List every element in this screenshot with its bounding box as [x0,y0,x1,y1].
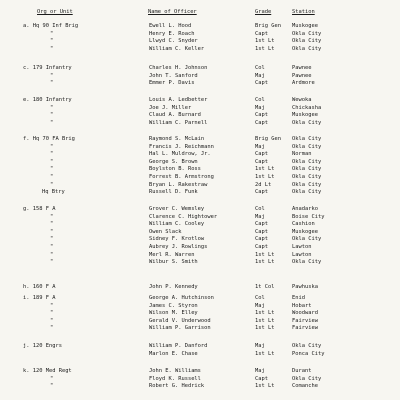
officer-name: Joe J. Miller [149,104,192,111]
station-cell: Okla City [292,181,322,188]
unit-cell: " [50,119,54,126]
officer-name: William C. Keller [149,45,205,52]
unit-group [0,98,400,128]
officer-name: Robert G. Hedrick [149,383,205,390]
unit-cell: e. 180 Infantry [23,97,72,103]
unit-cell: j. 120 Engrs [23,343,62,349]
officer-name: Louis A. Ledbetter [149,97,208,103]
grade-cell: Capt [255,375,268,382]
station-cell: Chickasha [292,104,322,111]
station-cell: Woodward [292,310,318,317]
unit-cell: " [50,213,54,220]
officer-name: Bryan L. Rakestraw [149,181,208,188]
station-cell: Enid [292,295,305,301]
station-cell: Okla City [292,38,322,45]
unit-group [0,344,400,359]
officer-name: Gerald V. Underwood [149,317,211,324]
unit-cell: " [50,45,54,52]
unit-cell: " [50,221,54,228]
roster-row [0,384,400,392]
unit-group [0,207,400,268]
station-cell: Okla City [292,375,322,382]
grade-cell: Capt [255,151,268,158]
unit-cell: Hq Btry [42,189,65,196]
roster-row [0,24,400,32]
roster-row [0,352,400,360]
roster-row [0,222,400,230]
officer-name: Raymond S. McLain [149,136,205,142]
unit-group [0,285,400,293]
grade-cell: Maj [255,72,265,79]
station-cell: Fairview [292,325,318,332]
grade-cell: Col [255,295,265,301]
station-cell: Okla City [292,136,322,142]
unit-cell: " [50,383,54,390]
station-cell: Okla City [292,236,322,243]
unit-cell: " [50,243,54,250]
unit-group [0,137,400,198]
officer-name: Boylston B. Ross [149,166,201,173]
officer-name: Wilbur S. Smith [149,259,198,266]
roster-row [0,121,400,129]
grade-cell: 1st Lt [255,45,275,52]
grade-cell: Capt [255,112,268,119]
officer-name: George A. Hutchinson [149,295,214,301]
station-cell: Okla City [292,259,322,266]
unit-cell: i. 189 F A [23,295,56,301]
grade-cell: Maj [255,368,265,374]
officer-name: Aubrey J. Rowlings [149,243,208,250]
unit-cell: a. Hq 90 Inf Brig [23,23,79,29]
grade-cell: 1st Lt [255,325,275,332]
roster-row [0,296,400,304]
roster-row [0,326,400,334]
grade-cell: Capt [255,30,268,37]
grade-cell: Capt [255,189,268,196]
station-cell: Cashion [292,221,315,228]
officer-name: Hal L. Muldrow, Jr. [149,151,211,158]
grade-cell: Capt [255,236,268,243]
unit-group [0,66,400,89]
station-cell: Hobart [292,302,312,309]
grade-cell: Capt [255,243,268,250]
station-cell: Muskogee [292,228,318,235]
officer-name: John T. Sanford [149,72,198,79]
unit-cell: " [50,38,54,45]
station-cell: Pawhuska [292,284,318,290]
officer-name: Wilson M. Elley [149,310,198,317]
station-cell: Ardmore [292,80,315,87]
grade-cell: 1st Lt [255,317,275,324]
station-cell: Okla City [292,143,322,150]
station-cell: Norman [292,151,312,158]
roster-row [0,66,400,74]
officer-name: Charles H. Johnson [149,65,208,71]
unit-cell: " [50,228,54,235]
station-cell: Okla City [292,166,322,173]
roster-row [0,81,400,89]
roster-row [0,152,400,160]
unit-cell: " [50,104,54,111]
unit-cell: " [50,158,54,165]
roster-row [0,190,400,198]
unit-cell: " [50,151,54,158]
header-grade: Grade [255,9,272,15]
unit-cell: " [50,166,54,173]
unit-cell: h. 160 F A [23,284,56,290]
unit-group [0,24,400,54]
unit-cell: c. 179 Infantry [23,65,72,71]
grade-cell: Col [255,97,265,103]
grade-cell: Maj [255,343,265,349]
roster-row [0,74,400,82]
officer-name: Emmer P. Davis [149,80,195,87]
officer-name: William P. Danford [149,343,208,349]
column-headers [0,10,400,20]
grade-cell: 1st Lt [255,251,275,258]
roster-row [0,32,400,40]
officer-name: Sidney F. Krotlow [149,236,205,243]
header-station: Station [292,9,315,15]
unit-cell: " [50,236,54,243]
station-cell: Ponca City [292,350,325,357]
station-cell: Okla City [292,119,322,126]
unit-cell: " [50,375,54,382]
roster-row [0,285,400,293]
unit-cell: " [50,30,54,37]
grade-cell: Maj [255,104,265,111]
header-unit: Org or Unit [37,9,73,15]
grade-cell: Maj [255,302,265,309]
unit-cell: " [50,310,54,317]
officer-name: Grover C. Wemsley [149,206,205,212]
officer-name: Clarence C. Hightower [149,213,218,220]
unit-cell: " [50,325,54,332]
station-cell: Muskogee [292,112,318,119]
unit-group [0,369,400,392]
officer-name: James C. Styron [149,302,198,309]
station-cell: Okla City [292,189,322,196]
grade-cell: Capt [255,228,268,235]
roster-row [0,304,400,312]
grade-cell: Maj [255,213,265,220]
station-cell: Comanche [292,383,318,390]
officer-name: Francis J. Reichmann [149,143,214,150]
grade-cell: Maj [255,143,265,150]
grade-cell: Capt [255,80,268,87]
station-cell: Okla City [292,30,322,37]
unit-cell: f. Hq 70 FA Brig [23,136,75,142]
unit-cell: g. 158 F A [23,206,56,212]
roster-row [0,260,400,268]
grade-cell: Capt [255,221,268,228]
unit-cell: " [50,302,54,309]
unit-cell: " [50,317,54,324]
roster-row [0,344,400,352]
officer-name: John E. Williams [149,368,201,374]
grade-cell: 1st Lt [255,259,275,266]
officer-name: Forrest B. Armstrong [149,173,214,180]
officer-name: William P. Garrison [149,325,211,332]
station-cell: Okla City [292,343,322,349]
station-cell: Anadarko [292,206,318,212]
unit-cell: " [50,251,54,258]
header-officer: Name of Officer [148,9,197,15]
unit-cell: " [50,181,54,188]
grade-cell: 1st Lt [255,173,275,180]
officer-name: William C. Cooley [149,221,205,228]
grade-cell: 1st Lt [255,38,275,45]
grade-cell: 1t Col [255,284,275,290]
grade-cell: 1st Lt [255,383,275,390]
grade-cell: 1st Lt [255,310,275,317]
station-cell: Lawton [292,251,312,258]
officer-name: Ewell L. Hood [149,23,192,29]
unit-cell: " [50,112,54,119]
grade-cell: Brig Gen [255,23,281,29]
station-cell: Okla City [292,158,322,165]
officer-name: Russell D. Funk [149,189,198,196]
unit-group [0,296,400,334]
station-cell: Okla City [292,45,322,52]
grade-cell: Brig Gen [255,136,281,142]
unit-cell: " [50,143,54,150]
station-cell: Wewoka [292,97,312,103]
officer-name: Floyd K. Russell [149,375,201,382]
unit-cell: " [50,259,54,266]
unit-cell: " [50,80,54,87]
officer-name: Marlon E. Chase [149,350,198,357]
grade-cell: 1st Lt [255,350,275,357]
station-cell: Okla City [292,173,322,180]
unit-cell: " [50,72,54,79]
grade-cell: Col [255,65,265,71]
station-cell: Pawnee [292,72,312,79]
station-cell: Boise City [292,213,325,220]
roster-row [0,47,400,55]
grade-cell: 1st Lt [255,166,275,173]
roster-row [0,253,400,261]
grade-cell: Col [255,206,265,212]
officer-name: Owen Slack [149,228,182,235]
unit-cell: " [50,173,54,180]
roster-row [0,98,400,106]
grade-cell: Capt [255,158,268,165]
station-cell: Fairview [292,317,318,324]
officer-name: Llwyd C. Snyder [149,38,198,45]
station-cell: Durant [292,368,312,374]
grade-cell: Capt [255,119,268,126]
grade-cell: 2d Lt [255,181,272,188]
station-cell: Muskogee [292,23,318,29]
officer-name: Merl R. Warren [149,251,195,258]
station-cell: Lawton [292,243,312,250]
officer-name: Henry E. Roach [149,30,195,37]
unit-cell: k. 120 Med Regt [23,368,72,374]
roster-row [0,245,400,253]
officer-name: George S. Brown [149,158,198,165]
officer-name: John P. Kennedy [149,284,198,290]
station-cell: Pawnee [292,65,312,71]
officer-name: William C. Parnell [149,119,208,126]
officer-name: Claud A. Burnard [149,112,201,119]
